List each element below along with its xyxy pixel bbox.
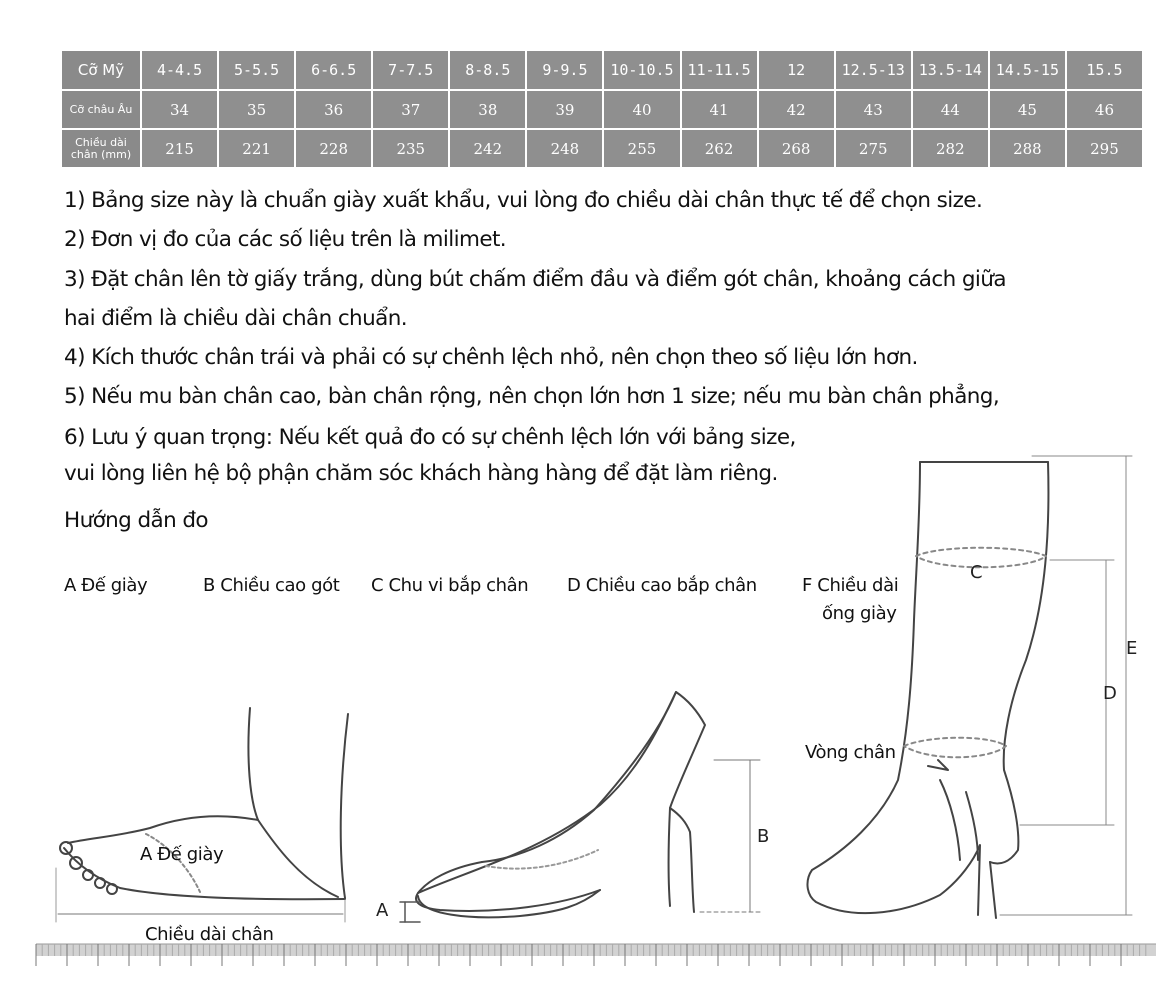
legend-d: D Chiều cao bắp chân [567, 575, 757, 596]
eu-size-cell: 36 [296, 91, 371, 128]
foot-length-cell: 248 [527, 130, 602, 167]
foot-length-cell: 255 [604, 130, 679, 167]
eu-size-cell: 42 [759, 91, 834, 128]
eu-size-header: Cỡ châu Âu [62, 91, 140, 128]
letter-c: C [970, 562, 983, 583]
legend-f-line-1: F Chiều dài [802, 575, 899, 596]
note-5: 5) Nếu mu bàn chân cao, bàn chân rộng, nên chọn lớn hơn 1 size; nếu mu bàn chân phẳng, [64, 384, 1000, 409]
note-6-line-2: vui lòng liên hệ bộ phận chăm sóc khách hàng hàng để đặt làm riêng. [64, 461, 778, 486]
eu-size-cell: 43 [836, 91, 911, 128]
letter-d: D [1103, 683, 1117, 704]
us-size-cell: 13.5-14 [913, 51, 988, 89]
eu-size-cell: 40 [604, 91, 679, 128]
us-size-cell: 4-4.5 [142, 51, 217, 89]
foot-length-label: Chiều dài chân [145, 924, 274, 945]
legend-f-line-2: ống giày [822, 603, 897, 624]
letter-e: E [1126, 638, 1138, 659]
note-6-line-1: 6) Lưu ý quan trọng: Nếu kết quả đo có sự chênh lệch lớn với bảng size, [64, 425, 796, 450]
legend-b: B Chiều cao gót [203, 575, 340, 596]
foot-length-cell: 268 [759, 130, 834, 167]
foot-length-cell: 228 [296, 130, 371, 167]
us-size-cell: 10-10.5 [604, 51, 679, 89]
eu-size-cell: 35 [219, 91, 294, 128]
note-1: 1) Bảng size này là chuẩn giày xuất khẩu, vui lòng đo chiều dài chân thực tế để chọn size. [64, 188, 983, 213]
foot-length-cell: 262 [682, 130, 757, 167]
note-3-line-2: hai điểm là chiều dài chân chuẩn. [64, 306, 407, 331]
legend-a: A Đế giày [64, 575, 148, 596]
boot-illustration [807, 456, 1132, 918]
us-size-cell: 12.5-13 [836, 51, 911, 89]
us-size-cell: 5-5.5 [219, 51, 294, 89]
foot-length-header: Chiều dài chân (mm) [62, 130, 140, 167]
eu-size-cell: 44 [913, 91, 988, 128]
eu-size-cell: 41 [682, 91, 757, 128]
foot-illustration [56, 708, 348, 922]
foot-length-cell: 235 [373, 130, 448, 167]
eu-size-cell: 39 [527, 91, 602, 128]
us-size-cell: 15.5 [1067, 51, 1142, 89]
letter-a: A [376, 900, 389, 921]
us-size-cell: 14.5-15 [990, 51, 1065, 89]
us-size-cell: 11-11.5 [682, 51, 757, 89]
foot-length-cell: 282 [913, 130, 988, 167]
us-size-cell: 8-8.5 [450, 51, 525, 89]
eu-size-cell: 38 [450, 91, 525, 128]
foot-length-cell: 275 [836, 130, 911, 167]
us-size-cell: 6-6.5 [296, 51, 371, 89]
note-3-line-1: 3) Đặt chân lên tờ giấy trắng, dùng bút chấm điểm đầu và điểm gót chân, khoảng cách giữa [64, 267, 1006, 292]
us-size-cell: 12 [759, 51, 834, 89]
letter-b: B [757, 826, 770, 847]
eu-size-cell: 34 [142, 91, 217, 128]
legend-c: C Chu vi bắp chân [371, 575, 529, 596]
ruler [36, 944, 1156, 966]
foot-length-cell: 295 [1067, 130, 1142, 167]
ankle-label: Vòng chân [805, 742, 896, 763]
foot-length-cell: 215 [142, 130, 217, 167]
foot-length-cell: 288 [990, 130, 1065, 167]
foot-length-cell: 221 [219, 130, 294, 167]
eu-size-cell: 37 [373, 91, 448, 128]
note-2: 2) Đơn vị đo của các số liệu trên là milimet. [64, 227, 507, 252]
eu-size-cell: 46 [1067, 91, 1142, 128]
us-size-header: Cỡ Mỹ [62, 51, 140, 89]
pump-illustration [400, 692, 760, 922]
guide-title: Hướng dẫn đo [64, 508, 208, 533]
foot-sole-label: A Đế giày [140, 844, 224, 865]
foot-length-cell: 242 [450, 130, 525, 167]
us-size-cell: 9-9.5 [527, 51, 602, 89]
note-4: 4) Kích thước chân trái và phải có sự chênh lệch nhỏ, nên chọn theo số liệu lớn hơn. [64, 345, 918, 370]
us-size-cell: 7-7.5 [373, 51, 448, 89]
eu-size-cell: 45 [990, 91, 1065, 128]
